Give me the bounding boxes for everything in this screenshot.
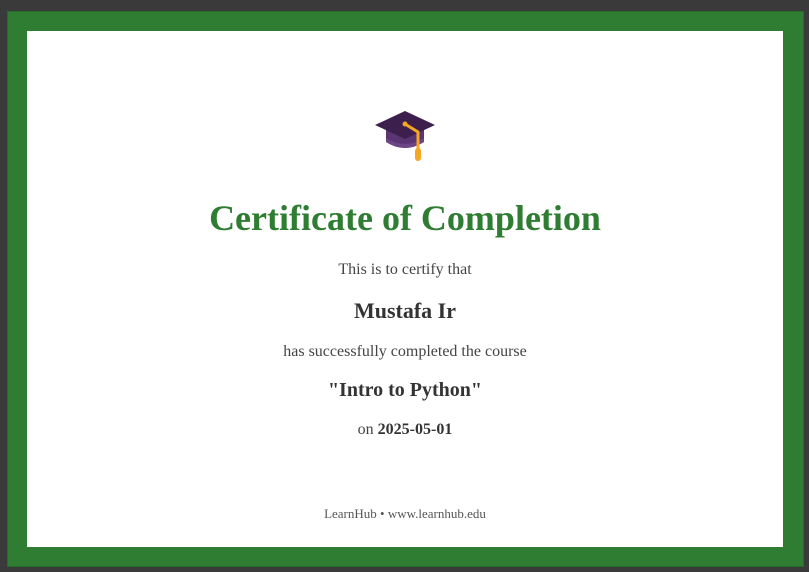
completion-date: 2025-05-01 (377, 421, 453, 438)
recipient-name: Mustafa Ir (353, 298, 457, 323)
graduation-cap-icon (374, 108, 436, 164)
date-prefix: on (357, 421, 374, 438)
course-name: "Intro to Python" (327, 379, 483, 401)
completion-text: has successfully completed the course (283, 343, 527, 360)
issuer-footer: LearnHub • www.learnhub.edu (324, 506, 486, 521)
completion-date-line (27, 420, 783, 440)
certificate (27, 31, 783, 547)
intro-text: This is to certify that (338, 261, 472, 278)
certificate-title: Certificate of Completion (209, 198, 601, 238)
